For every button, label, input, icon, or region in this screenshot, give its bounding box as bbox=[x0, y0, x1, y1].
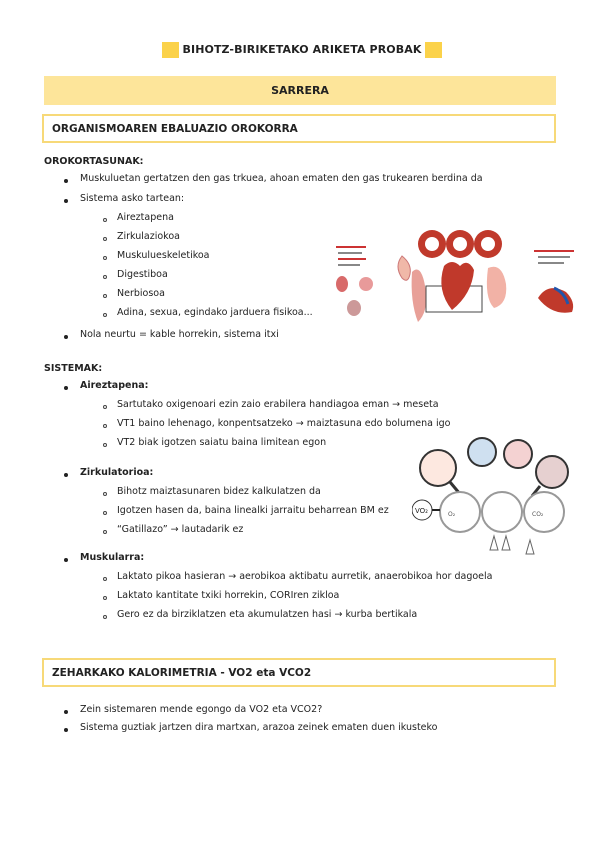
bullet-dot bbox=[64, 199, 68, 203]
sub-bullet-circle bbox=[103, 294, 107, 298]
sub-list-item: Laktato pikoa hasieran → aerobikoa aktibatu aurretik, anaerobikoa hor dagoela bbox=[117, 571, 493, 582]
section-heading-organismoa: ORGANISMOAREN EBALUAZIO OROKORRA bbox=[42, 114, 556, 143]
sub-bullet-circle bbox=[103, 256, 107, 260]
list-item: Sistema guztiak jartzen dira martxan, arazoa zeinek ematen duen ikusteko bbox=[80, 722, 438, 733]
gears-illustration bbox=[412, 432, 572, 562]
heart-icon bbox=[441, 262, 474, 310]
list-item: Sistema asko tartean: bbox=[80, 193, 185, 204]
sub-list-item: VT1 baino lehenago, konpentsatzeko → maiztasuna edo bolumena igo bbox=[117, 418, 451, 429]
o2-label: O₂ bbox=[448, 511, 456, 518]
vo2-label: VO₂ bbox=[415, 507, 428, 515]
sub-list-item: “Gatillazo” → lautadarik ez bbox=[117, 524, 244, 535]
bullet-dot bbox=[64, 386, 68, 390]
sub-bullet-circle bbox=[103, 615, 107, 619]
sub-bullet-circle bbox=[103, 596, 107, 600]
document-title-bar bbox=[162, 42, 442, 58]
magnifier-icon bbox=[420, 438, 568, 496]
sub-bullet-circle bbox=[103, 218, 107, 222]
system-name: Aireztapena: bbox=[80, 380, 149, 391]
physiology-illustration bbox=[332, 222, 584, 324]
sub-bullet-circle bbox=[103, 511, 107, 515]
sub-list-item: Laktato kantitate txiki horrekin, CORIren zikloa bbox=[117, 590, 340, 601]
bullet-dot bbox=[64, 728, 68, 732]
bullet-dot bbox=[64, 335, 68, 339]
sub-list-item: Zirkulaziokoa bbox=[117, 231, 180, 242]
sub-bullet-circle bbox=[103, 237, 107, 241]
sub-bullet-circle bbox=[103, 313, 107, 317]
sub-bullet-circle bbox=[103, 492, 107, 496]
sub-bullet-circle bbox=[103, 405, 107, 409]
muscle-icon bbox=[412, 270, 427, 323]
sub-list-item: Aireztapena bbox=[117, 212, 174, 223]
sub-list-item: Muskulueskeletikoa bbox=[117, 250, 210, 261]
sub-list-item: Gero ez da birziklatzen eta akumulatzen hasi → kurba bertikala bbox=[117, 609, 418, 620]
orokortasunak-label: OROKORTASUNAK: bbox=[44, 156, 144, 167]
list-item: Nola neurtu = kable horrekin, sistema itxi bbox=[80, 329, 279, 340]
bullet-dot bbox=[64, 558, 68, 562]
sub-list-item: Adina, sexua, egindako jarduera fisikoa... bbox=[117, 307, 313, 318]
sistemak-label: SISTEMAK: bbox=[44, 363, 103, 374]
arrow-up-icon bbox=[490, 536, 510, 550]
right-panel-icon bbox=[534, 250, 574, 313]
list-item: Muskuluetan gertatzen den gas trkuea, ahoan ematen den gas trukearen berdina da bbox=[80, 173, 483, 184]
sub-bullet-circle bbox=[103, 275, 107, 279]
system-name: Muskularra: bbox=[80, 552, 145, 563]
bullet-dot bbox=[64, 179, 68, 183]
intro-banner: SARRERA bbox=[44, 76, 556, 105]
ear-icon bbox=[398, 256, 410, 280]
document-title: BIHOTZ-BIRIKETAKO ARIKETA PROBAK bbox=[179, 42, 426, 58]
sub-bullet-circle bbox=[103, 577, 107, 581]
bullet-dot bbox=[64, 710, 68, 714]
list-item: Zein sistemaren mende egongo da VO2 eta VCO2? bbox=[80, 704, 323, 715]
gear-icon bbox=[440, 492, 564, 532]
sub-list-item: Nerbiosoa bbox=[117, 288, 165, 299]
system-name: Zirkulatorioa: bbox=[80, 467, 154, 478]
left-panel-icon bbox=[336, 246, 373, 316]
sub-bullet-circle bbox=[103, 443, 107, 447]
co2-label: CO₂ bbox=[532, 511, 544, 518]
sub-list-item: Digestiboa bbox=[117, 269, 168, 280]
sub-list-item: Igotzen hasen da, baina linealki jarraitu beharrean BM ez bbox=[117, 505, 389, 516]
section-heading-kalorimetria: ZEHARKAKO KALORIMETRIA - VO2 eta VCO2 bbox=[42, 658, 556, 687]
gear-icon bbox=[418, 230, 502, 258]
sub-list-item: Bihotz maiztasunaren bidez kalkulatzen da bbox=[117, 486, 321, 497]
sub-list-item: Sartutako oxigenoari ezin zaio erabilera handiagoa eman → meseta bbox=[117, 399, 439, 410]
lung-icon bbox=[487, 267, 506, 308]
arrow-up-icon bbox=[526, 540, 534, 554]
sub-list-item: VT2 biak igotzen saiatu baina limitean egon bbox=[117, 437, 327, 448]
sub-bullet-circle bbox=[103, 424, 107, 428]
sub-bullet-circle bbox=[103, 530, 107, 534]
bullet-dot bbox=[64, 473, 68, 477]
